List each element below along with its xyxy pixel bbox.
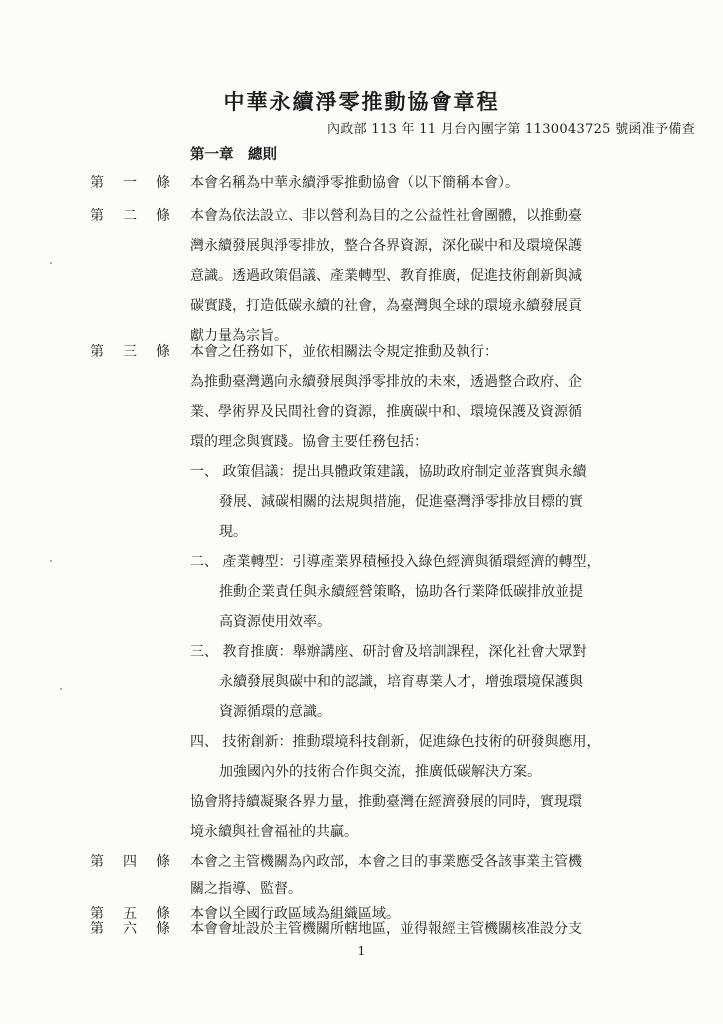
- article-2-line: 碳實踐，打造低碳永續的社會，為臺灣與全球的環境永續發展貢: [190, 298, 582, 314]
- article-2-line: 獻力量為宗旨。: [190, 328, 288, 344]
- article-4-line: 關之指導、監督。: [190, 881, 302, 897]
- article-2-line: 本會為依法設立、非以營利為目的之公益性社會團體，以推動臺: [190, 208, 582, 224]
- article-5-text: 本會以全國行政區域為組織區域。: [190, 906, 400, 922]
- page-number: 1: [357, 944, 366, 958]
- article-3-closing-line: 協會將持續凝聚各界力量，推動臺灣在經濟發展的同時，實現環: [190, 794, 582, 810]
- article-label-char: 六: [123, 921, 137, 937]
- task-item-1-cont: 發展、減碳相關的法規與措施，促進臺灣淨零排放目標的實: [219, 494, 583, 510]
- article-label-char: 二: [123, 208, 137, 224]
- task-item-3-cont: 永續發展與碳中和的認識，培育專業人才，增強環境保護與: [219, 674, 583, 690]
- approval-reference: 內政部 113 年 11 月台內團字第 1130043725 號函准予備查: [327, 122, 695, 137]
- article-3-intro-line: 環的理念與實踐。協會主要任務包括：: [190, 434, 428, 450]
- article-3-label: [90, 341, 170, 361]
- task-item-2-cont: 推動企業責任與永續經營策略，協助各行業降低碳排放並提: [219, 584, 583, 600]
- article-1-label: [90, 172, 170, 192]
- article-label-char: 三: [123, 344, 137, 360]
- article-3-closing-line: 境永續與社會福祉的共贏。: [190, 824, 358, 840]
- scan-speck: [60, 688, 62, 690]
- article-2-line: 灣永續發展與淨零排放，整合各界資源，深化碳中和及環境保護: [190, 238, 582, 254]
- task-item-3-cont: 資源循環的意識。: [219, 704, 331, 720]
- article-label-char: 第: [90, 906, 104, 922]
- article-6-label: [90, 918, 170, 938]
- task-item-4-cont: 加強國內外的技術合作與交流，推廣低碳解決方案。: [219, 764, 541, 780]
- article-2-label: [90, 205, 170, 225]
- chapter-heading: 第一章 總則: [190, 147, 277, 163]
- document-title: 中華永續淨零推動協會章程: [223, 90, 500, 114]
- article-4-label: [90, 851, 170, 871]
- article-label-char: 條: [156, 906, 170, 922]
- task-item-2: 二、 產業轉型：引導產業界積極投入綠色經濟與循環經濟的轉型，: [190, 554, 601, 570]
- article-label-char: 條: [156, 208, 170, 224]
- task-item-1-cont: 現。: [219, 524, 247, 540]
- article-label-char: 五: [123, 906, 137, 922]
- article-label-char: 第: [90, 344, 104, 360]
- article-4-line: 本會之主管機關為內政部，本會之目的事業應受各該事業主管機: [190, 854, 582, 870]
- task-item-2-cont: 高資源使用效率。: [219, 614, 331, 630]
- article-label-char: 第: [90, 921, 104, 937]
- article-label-char: 第: [90, 208, 104, 224]
- task-item-1: 一、 政策倡議：提出具體政策建議，協助政府制定並落實與永續: [190, 464, 587, 480]
- article-label-char: 一: [123, 175, 137, 191]
- article-3-intro-line: 為推動臺灣邁向永續發展與淨零排放的未來，透過整合政府、企: [190, 374, 582, 390]
- article-label-char: 條: [156, 854, 170, 870]
- article-3-text: 本會之任務如下，並依相關法令規定推動及執行：: [190, 344, 498, 360]
- article-3-intro-line: 業、學術界及民間社會的資源，推廣碳中和、環境保護及資源循: [190, 404, 582, 420]
- article-label-char: 條: [156, 175, 170, 191]
- article-label-char: 條: [156, 921, 170, 937]
- article-1-text: 本會名稱為中華永續淨零推動協會（以下簡稱本會）。: [190, 175, 519, 191]
- task-item-3: 三、 教育推廣：舉辦講座、研討會及培訓課程，深化社會大眾對: [190, 644, 587, 660]
- article-label-char: 四: [123, 854, 137, 870]
- task-item-4: 四、 技術創新：推動環境科技創新，促進綠色技術的研發與應用，: [190, 734, 601, 750]
- scan-speck: [50, 560, 52, 562]
- article-label-char: 條: [156, 344, 170, 360]
- article-2-line: 意識。透過政策倡議、產業轉型、教育推廣，促進技術創新與減: [190, 268, 582, 284]
- article-label-char: 第: [90, 175, 104, 191]
- article-6-text: 本會會址設於主管機關所轄地區，並得報經主管機關核准設分支: [190, 921, 582, 937]
- scan-speck: [50, 262, 52, 264]
- article-label-char: 第: [90, 854, 104, 870]
